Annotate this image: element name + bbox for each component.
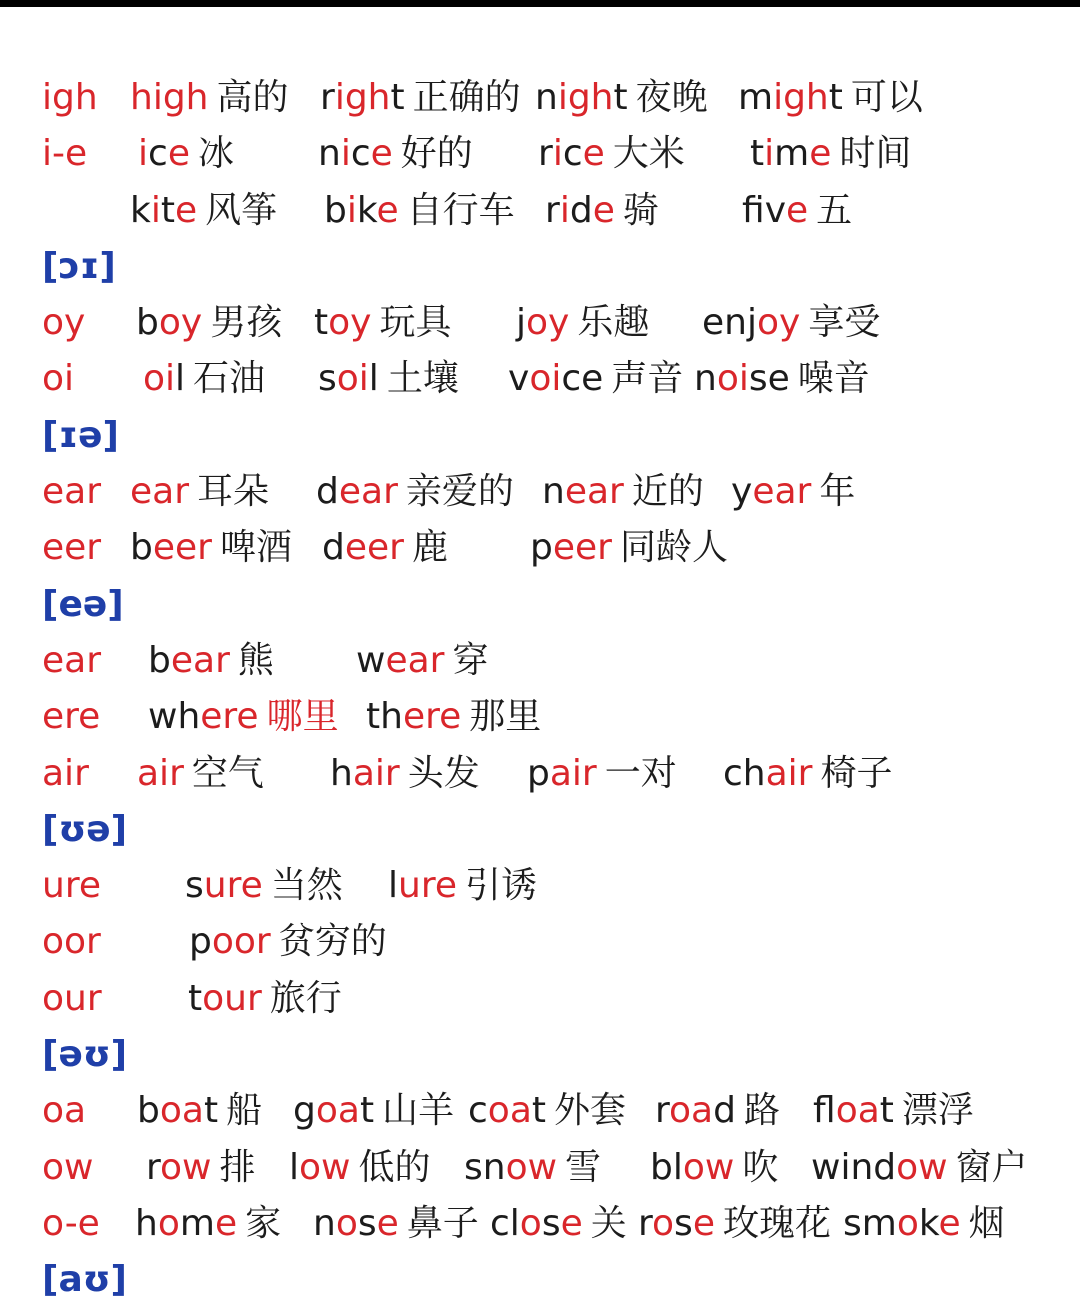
chinese-meaning: 五 — [816, 189, 853, 231]
chinese-meaning: 好的 — [400, 133, 473, 175]
example-word — [545, 183, 659, 239]
highlighted-letters: igh — [773, 77, 829, 118]
example-word — [366, 689, 541, 745]
example-word — [650, 1140, 778, 1196]
plain-letters: r — [538, 133, 553, 175]
example-word — [813, 1083, 974, 1139]
letter-pattern: ear — [42, 639, 102, 681]
phonics-row — [0, 295, 1080, 351]
plain-letters: c — [562, 133, 583, 175]
example-word — [843, 1196, 1005, 1252]
highlighted-letters: oa — [159, 1090, 204, 1132]
chinese-meaning: 同龄人 — [619, 527, 728, 569]
example-word — [146, 1140, 256, 1196]
highlighted-letters: e — [692, 1202, 715, 1244]
plain-letters: f — [742, 189, 765, 231]
plain-letters: r — [320, 77, 335, 118]
letter-pattern: o-e — [42, 1202, 100, 1244]
example-word — [530, 520, 728, 576]
plain-letters: k — [918, 1202, 939, 1244]
plain-letters: r — [655, 1090, 670, 1132]
highlighted-letters: igh — [557, 77, 614, 118]
plain-letters: ce — [561, 358, 604, 400]
highlighted-letters: oi — [143, 358, 176, 400]
example-word — [137, 746, 264, 802]
highlighted-letters: o — [896, 1202, 919, 1244]
example-word — [742, 183, 852, 239]
example-word — [130, 70, 289, 126]
chinese-meaning: 亲爱的 — [405, 471, 514, 513]
letter-pattern: oa — [42, 1090, 87, 1132]
plain-letters: m — [738, 77, 774, 118]
highlighted-letters: air — [352, 752, 400, 794]
plain-letters: r — [146, 1146, 161, 1188]
chinese-meaning: 贫穷的 — [278, 921, 387, 963]
phonics-row — [0, 746, 1080, 802]
plain-letters: s — [541, 1202, 561, 1244]
letter-pattern: oor — [42, 921, 101, 963]
highlighted-letters: ere — [200, 696, 259, 738]
plain-letters: j — [516, 302, 527, 344]
letter-pattern: eer — [42, 527, 102, 569]
chinese-meaning: 骑 — [622, 189, 659, 231]
ipa-header-row — [0, 1252, 1080, 1308]
chinese-meaning: 关 — [590, 1202, 627, 1244]
example-word — [330, 746, 480, 802]
highlighted-letters: ow — [299, 1146, 351, 1188]
plain-letters: t — [314, 302, 329, 344]
phonics-row — [0, 689, 1080, 745]
example-word — [694, 351, 870, 407]
example-word — [138, 126, 234, 182]
highlighted-letters: oi — [336, 358, 369, 400]
plain-letters: m — [179, 1202, 215, 1244]
example-word — [130, 464, 269, 520]
plain-letters: t — [750, 133, 765, 175]
plain-letters: t — [879, 1090, 894, 1132]
chinese-meaning: 大米 — [612, 133, 685, 175]
plain-letters: t — [359, 1090, 375, 1132]
ipa-symbol: [aʊ] — [42, 1259, 128, 1301]
example-word — [313, 1196, 479, 1252]
example-word — [527, 746, 677, 802]
phonics-row — [0, 633, 1080, 689]
example-word — [750, 126, 911, 182]
plain-letters: d — [569, 189, 593, 231]
chinese-meaning: 漂浮 — [901, 1090, 974, 1132]
plain-letters: t — [613, 77, 628, 118]
ipa-header-row — [0, 239, 1080, 295]
example-word — [185, 858, 343, 914]
plain-letters: p — [530, 527, 553, 569]
highlighted-letters: ure — [398, 865, 457, 907]
ipa-header-row — [0, 802, 1080, 858]
highlighted-letters: o — [157, 1202, 180, 1244]
plain-letters: m — [774, 133, 810, 175]
highlighted-letters: high — [130, 77, 209, 118]
plain-letters: t — [828, 77, 843, 118]
highlighted-letters: oy — [158, 302, 203, 344]
chinese-meaning: 玩具 — [379, 302, 452, 344]
plain-letters: enj — [702, 302, 757, 344]
highlighted-letters: our — [202, 977, 262, 1019]
plain-letters: n — [318, 133, 341, 175]
example-word — [135, 1196, 281, 1252]
example-word — [508, 351, 683, 407]
chinese-meaning: 吹 — [742, 1146, 779, 1188]
plain-letters: n — [313, 1202, 336, 1244]
chinese-meaning: 引诱 — [465, 865, 538, 907]
phonics-row — [0, 1196, 1080, 1252]
letter-pattern: i-e — [42, 133, 88, 175]
chinese-meaning: 那里 — [469, 696, 542, 738]
plain-letters: s — [674, 1202, 693, 1244]
plain-letters: ch — [723, 752, 766, 794]
highlighted-letters: e — [938, 1202, 961, 1244]
plain-letters: l — [388, 865, 399, 907]
chinese-meaning: 声音 — [611, 358, 684, 400]
letter-pattern: oi — [42, 358, 75, 400]
phonics-row — [0, 126, 1080, 182]
chinese-meaning: 风筝 — [205, 189, 278, 231]
highlighted-letters: e — [786, 189, 809, 231]
plain-letters: s — [357, 1202, 377, 1244]
plain-letters: cl — [490, 1202, 520, 1244]
plain-letters: h — [330, 752, 353, 794]
ipa-header-row — [0, 1027, 1080, 1083]
chinese-meaning: 路 — [743, 1090, 780, 1132]
example-word — [535, 70, 708, 126]
plain-letters: b — [148, 639, 171, 681]
chinese-meaning: 可以 — [850, 77, 923, 118]
example-word — [538, 126, 685, 182]
highlighted-letters: eer — [344, 527, 404, 569]
example-word — [143, 351, 265, 407]
plain-letters: b — [324, 189, 347, 231]
highlighted-letters: e — [370, 133, 393, 175]
example-word — [293, 1083, 454, 1139]
example-word — [490, 1196, 627, 1252]
example-word — [289, 1140, 431, 1196]
highlighted-letters: o — [335, 1202, 358, 1244]
chinese-meaning: 乐趣 — [577, 302, 650, 344]
plain-letters: c — [468, 1090, 488, 1132]
phonics-row — [0, 858, 1080, 914]
plain-letters: b — [130, 527, 153, 569]
chinese-meaning: 山羊 — [382, 1090, 455, 1132]
plain-letters: d — [322, 527, 345, 569]
plain-letters: v — [508, 358, 530, 400]
highlighted-letters: e — [175, 189, 198, 231]
example-word — [320, 70, 521, 126]
highlighted-letters: oy — [328, 302, 372, 344]
plain-letters: n — [542, 471, 565, 513]
plain-letters: sn — [464, 1146, 506, 1188]
example-word — [702, 295, 880, 351]
highlighted-letters: ear — [752, 471, 812, 513]
example-word — [314, 295, 451, 351]
chinese-meaning: 玫瑰花 — [722, 1202, 831, 1244]
plain-letters: se — [748, 358, 790, 400]
plain-letters: wh — [148, 696, 201, 738]
highlighted-letters: ow — [505, 1146, 558, 1188]
chinese-meaning: 时间 — [839, 133, 912, 175]
chinese-meaning: 高的 — [216, 77, 289, 118]
plain-letters: n — [694, 358, 717, 400]
plain-letters: y — [731, 471, 753, 513]
ipa-symbol: [əʊ] — [42, 1034, 128, 1076]
highlighted-letters: oi — [529, 358, 562, 400]
chinese-meaning: 熊 — [237, 639, 274, 681]
plain-letters: p — [527, 752, 550, 794]
example-word — [148, 689, 339, 745]
phonics-row — [0, 1140, 1080, 1196]
plain-letters: c — [148, 133, 168, 175]
highlighted-letters: oi — [716, 358, 749, 400]
highlighted-letters: ure — [203, 865, 263, 907]
highlighted-letters: e — [560, 1202, 583, 1244]
plain-letters: d — [316, 471, 339, 513]
ipa-header-row — [0, 408, 1080, 464]
highlighted-letters: e — [214, 1202, 238, 1244]
example-word — [655, 1083, 780, 1139]
highlighted-letters: ow — [160, 1146, 212, 1188]
ipa-symbol: [ʊə] — [42, 808, 128, 850]
phonics-row — [0, 971, 1080, 1027]
highlighted-letters: ear — [385, 639, 445, 681]
chinese-meaning: 鹿 — [411, 527, 448, 569]
plain-letters: d — [713, 1090, 736, 1132]
plain-letters: p — [189, 921, 212, 963]
example-word — [388, 858, 537, 914]
ipa-symbol: [ɔɪ] — [42, 245, 116, 287]
phonics-row — [0, 464, 1080, 520]
highlighted-letters: ear — [130, 471, 190, 513]
ipa-symbol: [ɪə] — [42, 414, 119, 456]
plain-letters: l — [368, 358, 379, 400]
phonics-table — [0, 70, 1080, 1309]
plain-letters: k — [130, 189, 151, 231]
highlighted-letters: i — [150, 189, 161, 231]
example-word — [189, 914, 387, 970]
ipa-header-row — [0, 577, 1080, 633]
plain-letters: wind — [811, 1146, 897, 1188]
plain-letters: r — [545, 189, 560, 231]
highlighted-letters: ere — [402, 696, 462, 738]
highlighted-letters: oy — [526, 302, 570, 344]
chinese-meaning: 冰 — [197, 133, 234, 175]
chinese-meaning: 排 — [219, 1146, 256, 1188]
plain-letters: c — [350, 133, 371, 175]
chinese-meaning: 雪 — [565, 1146, 602, 1188]
example-word — [731, 464, 855, 520]
plain-letters: v — [764, 189, 786, 231]
ipa-symbol: [eə] — [42, 583, 124, 625]
letter-pattern: ear — [42, 471, 102, 513]
plain-letters: t — [390, 77, 405, 118]
chinese-meaning: 空气 — [191, 752, 264, 794]
plain-letters: bl — [650, 1146, 683, 1188]
highlighted-letters: e — [809, 133, 832, 175]
example-word — [723, 746, 893, 802]
example-word — [811, 1140, 1028, 1196]
highlighted-letters: e — [376, 189, 399, 231]
phonics-row — [0, 351, 1080, 407]
highlighted-letters: i — [340, 133, 351, 175]
highlighted-letters: oor — [211, 921, 271, 963]
example-word — [318, 126, 473, 182]
highlighted-letters: igh — [334, 77, 391, 118]
highlighted-letters: e — [592, 189, 615, 231]
example-word — [322, 520, 448, 576]
chinese-meaning: 噪音 — [797, 358, 870, 400]
plain-letters: w — [356, 639, 386, 681]
chinese-meaning: 年 — [819, 471, 856, 513]
example-word — [516, 295, 649, 351]
example-word — [130, 183, 277, 239]
phonics-row — [0, 70, 1080, 126]
phonics-row — [0, 1083, 1080, 1139]
chinese-meaning: 低的 — [358, 1146, 431, 1188]
chinese-meaning: 窗户 — [955, 1146, 1028, 1188]
chinese-meaning: 旅行 — [269, 977, 342, 1019]
chinese-meaning: 外套 — [554, 1090, 627, 1132]
chinese-meaning: 男孩 — [210, 302, 283, 344]
example-word — [468, 1083, 626, 1139]
plain-letters: th — [366, 696, 403, 738]
chinese-meaning: 啤酒 — [219, 527, 292, 569]
chinese-meaning: 哪里 — [266, 696, 339, 738]
chinese-meaning: 家 — [245, 1202, 282, 1244]
chinese-meaning: 享受 — [808, 302, 881, 344]
chinese-meaning: 正确的 — [412, 77, 521, 118]
example-word — [316, 464, 514, 520]
highlighted-letters: o — [652, 1202, 675, 1244]
plain-letters: n — [535, 77, 558, 118]
highlighted-letters: oa — [487, 1090, 532, 1132]
phonics-row — [0, 520, 1080, 576]
highlighted-letters: oa — [315, 1090, 360, 1132]
letter-pattern: igh — [42, 77, 98, 118]
highlighted-letters: eer — [152, 527, 212, 569]
plain-letters: k — [356, 189, 377, 231]
chinese-meaning: 椅子 — [820, 752, 893, 794]
chinese-meaning: 夜晚 — [635, 77, 708, 118]
letter-pattern: ere — [42, 696, 101, 738]
plain-letters: b — [137, 1090, 160, 1132]
chinese-meaning: 穿 — [452, 639, 489, 681]
highlighted-letters: air — [137, 752, 184, 794]
example-word — [464, 1140, 601, 1196]
example-word — [136, 295, 282, 351]
chinese-meaning: 一对 — [604, 752, 677, 794]
example-word — [356, 633, 488, 689]
highlighted-letters: e — [167, 133, 190, 175]
chinese-meaning: 船 — [226, 1090, 263, 1132]
plain-letters: t — [160, 189, 175, 231]
highlighted-letters: air — [549, 752, 597, 794]
chinese-meaning: 头发 — [407, 752, 480, 794]
highlighted-letters: o — [519, 1202, 542, 1244]
letter-pattern: ow — [42, 1146, 94, 1188]
plain-letters: l — [175, 358, 186, 400]
highlighted-letters: air — [765, 752, 813, 794]
highlighted-letters: i — [552, 133, 563, 175]
highlighted-letters: ow — [682, 1146, 735, 1188]
plain-letters: s — [318, 358, 337, 400]
plain-letters: l — [289, 1146, 300, 1188]
example-word — [324, 183, 515, 239]
letter-pattern: our — [42, 977, 102, 1019]
chinese-meaning: 近的 — [631, 471, 704, 513]
plain-letters: t — [188, 977, 203, 1019]
highlighted-letters: oy — [756, 302, 801, 344]
highlighted-letters: e — [376, 1202, 399, 1244]
example-word — [148, 633, 274, 689]
highlighted-letters: i — [764, 133, 775, 175]
plain-letters: s — [185, 865, 204, 907]
example-word — [188, 971, 342, 1027]
phonics-row — [0, 183, 1080, 239]
highlighted-letters: i — [346, 189, 357, 231]
chinese-meaning: 耳朵 — [197, 471, 270, 513]
plain-letters: r — [638, 1202, 653, 1244]
example-word — [542, 464, 704, 520]
highlighted-letters: e — [582, 133, 605, 175]
example-word — [130, 520, 292, 576]
plain-letters: g — [293, 1090, 316, 1132]
highlighted-letters: ear — [564, 471, 624, 513]
chinese-meaning: 烟 — [968, 1202, 1005, 1244]
chinese-meaning: 自行车 — [406, 189, 515, 231]
plain-letters: sm — [843, 1202, 897, 1244]
phonics-row — [0, 914, 1080, 970]
chinese-meaning: 鼻子 — [406, 1202, 479, 1244]
example-word — [137, 1083, 262, 1139]
highlighted-letters: i — [559, 189, 570, 231]
highlighted-letters: oa — [669, 1090, 714, 1132]
highlighted-letters: eer — [552, 527, 612, 569]
plain-letters: b — [136, 302, 159, 344]
example-word — [738, 70, 923, 126]
letter-pattern: air — [42, 752, 89, 794]
plain-letters: t — [531, 1090, 547, 1132]
letter-pattern: ure — [42, 865, 101, 907]
highlighted-letters: oa — [835, 1090, 880, 1132]
plain-letters: fl — [813, 1090, 836, 1132]
chinese-meaning: 土壤 — [386, 358, 459, 400]
letter-pattern: oy — [42, 302, 86, 344]
top-border — [0, 0, 1080, 7]
chinese-meaning: 石油 — [193, 358, 266, 400]
chinese-meaning: 当然 — [270, 865, 343, 907]
plain-letters: h — [135, 1202, 158, 1244]
highlighted-letters: ow — [896, 1146, 948, 1188]
highlighted-letters: ear — [170, 639, 230, 681]
example-word — [638, 1196, 831, 1252]
plain-letters: t — [203, 1090, 219, 1132]
highlighted-letters: i — [138, 133, 149, 175]
example-word — [318, 351, 459, 407]
highlighted-letters: ear — [338, 471, 398, 513]
